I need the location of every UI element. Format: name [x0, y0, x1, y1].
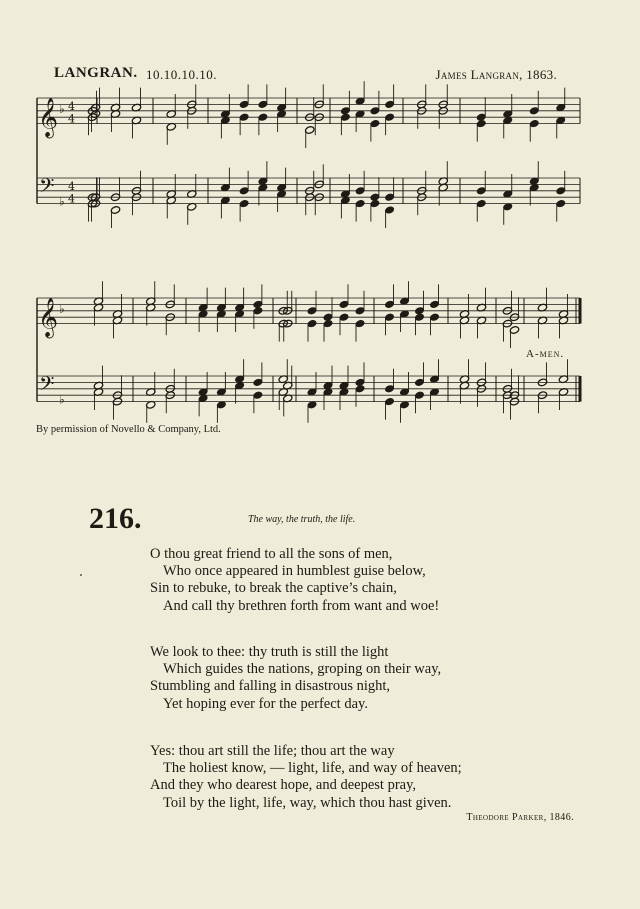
- verse-line: Yet hoping ever for the perfect day.: [163, 695, 368, 712]
- bass-clef: 𝄢: [39, 174, 55, 203]
- time-signature: 4: [68, 99, 75, 113]
- time-signature: 4: [68, 112, 75, 126]
- stanza-1: [150, 546, 439, 615]
- hymn-epigraph: The way, the truth, the life.: [248, 514, 356, 525]
- stanza-2: [150, 644, 441, 713]
- flat-sign: ♭: [59, 101, 65, 116]
- verse-line: Which guides the nations, groping on their way,: [163, 661, 442, 678]
- hymn-author: Theodore Parker, 1846.: [466, 812, 574, 823]
- hymn-number: 216.: [89, 502, 142, 535]
- flat-sign: ♭: [59, 301, 65, 316]
- verse-line: Who once appeared in humblest guise below,: [163, 563, 426, 580]
- verse-line: And they who dearest hope, and deepest pray,: [150, 777, 417, 794]
- treble-clef: 𝄞: [38, 297, 59, 338]
- stanza-3: [150, 743, 462, 812]
- flat-sign: ♭: [59, 392, 65, 407]
- time-signature: 4: [68, 179, 75, 193]
- tune-meter: 10.10.10.10.: [146, 67, 217, 82]
- time-signature: 4: [68, 192, 75, 206]
- verse-line: We look to thee: thy truth is still the light: [150, 644, 389, 660]
- permission-note: By permission of Novello & Company, Ltd.: [36, 424, 221, 435]
- verse-line: Toil by the light, life, way, which thou hast given.: [163, 794, 452, 811]
- tune-name: LANGRAN.: [54, 65, 138, 81]
- composer-credit: James Langran, 1863.: [435, 67, 557, 82]
- verse-line: Stumbling and falling in disastrous night,: [150, 678, 391, 695]
- treble-clef: 𝄞: [38, 97, 59, 138]
- verse-line: And call thy brethren forth from want and woe!: [163, 597, 440, 614]
- verse-line: Yes: thou art still the life; thou art the way: [150, 743, 395, 759]
- verse-line: Sin to rebuke, to break the captive’s chain,: [150, 580, 397, 597]
- bass-clef: 𝄢: [39, 372, 55, 401]
- paper-speck: [80, 574, 82, 576]
- verse-line: The holiest know, — light, life, and way of heaven;: [163, 760, 462, 777]
- amen-label: A-men.: [526, 348, 565, 360]
- music-score: [0, 0, 640, 430]
- verse-line: O thou great friend to all the sons of men,: [150, 546, 393, 562]
- flat-sign: ♭: [59, 194, 65, 209]
